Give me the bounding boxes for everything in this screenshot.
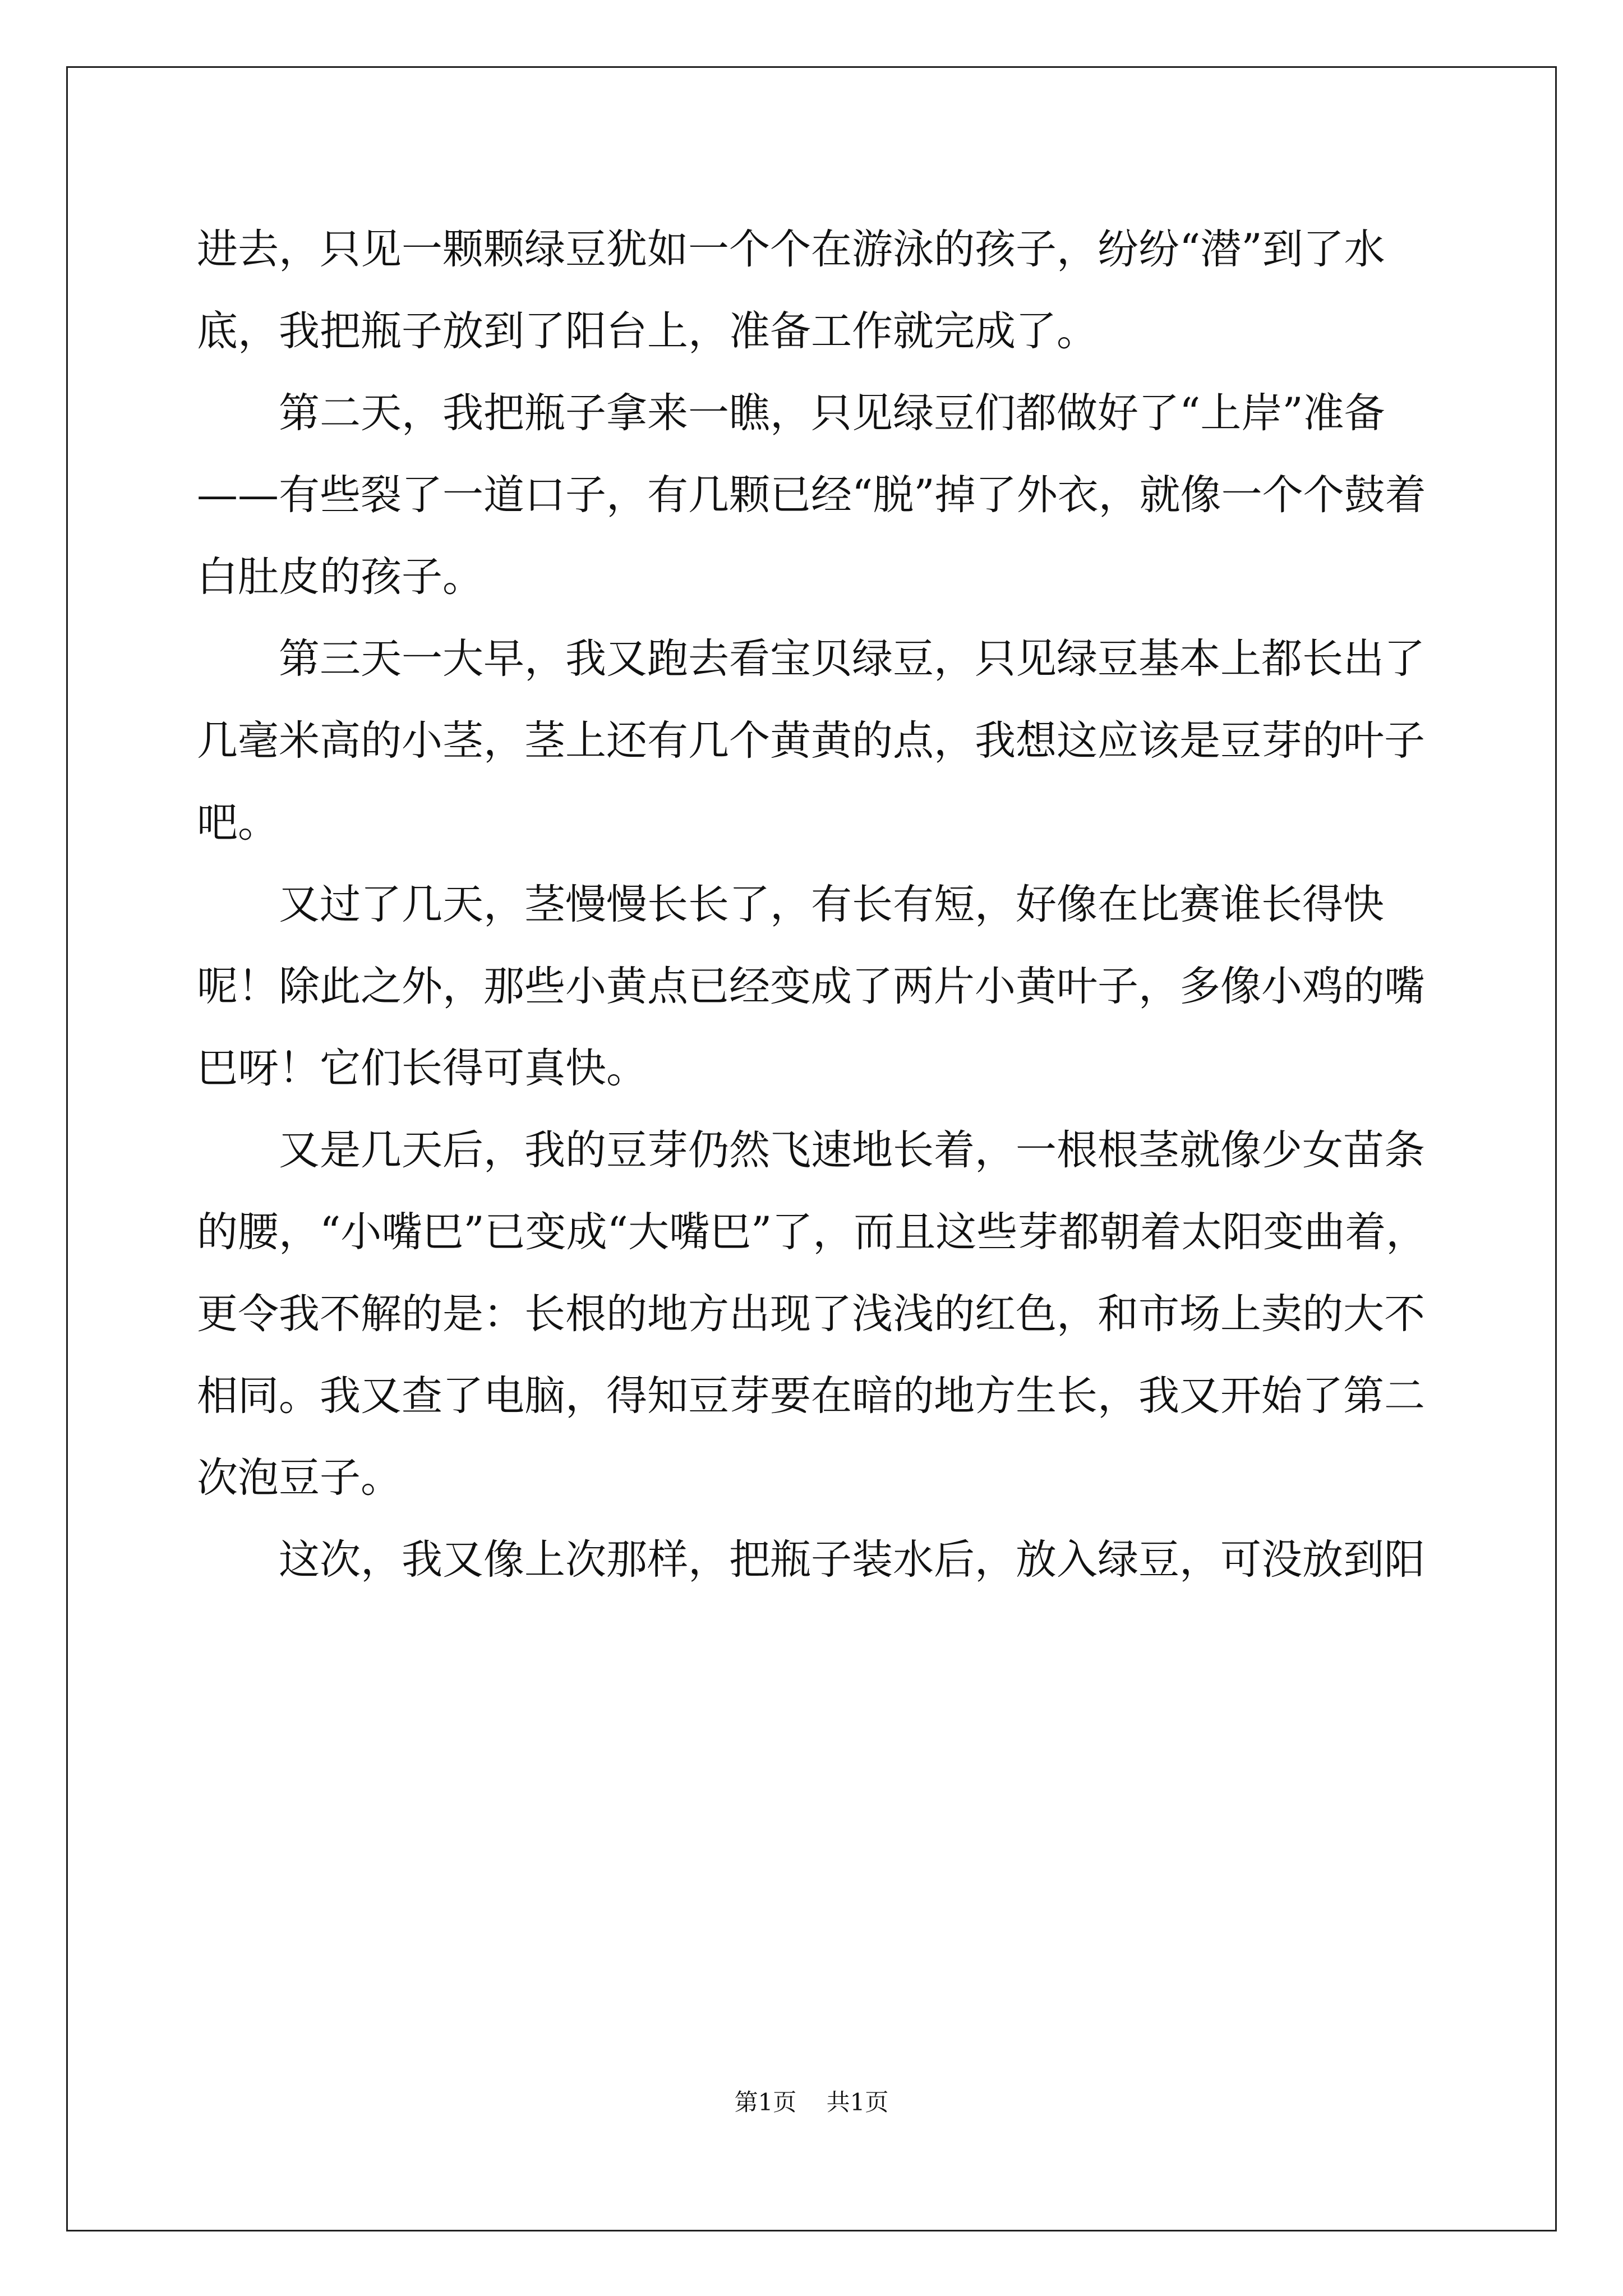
page-footer [0, 2086, 1623, 2119]
page-number: 第1页 [734, 2088, 797, 2116]
page-total: 共1页 [826, 2088, 889, 2116]
document-body [197, 209, 1435, 1601]
paragraph-1: 进去，只见一颗颗绿豆犹如一个个在游泳的孩子，纷纷“潜”到了水底，我把瓶子放到了阳台上，准备工作就完成了。 [197, 226, 1385, 355]
paragraph-6: 这次，我又像上次那样，把瓶子装水后，放入绿豆，可没放到阳 [279, 1536, 1425, 1584]
paragraph-5: 又是几天后，我的豆芽仍然飞速地长着，一根根茎就像少女苗条的腰，“小嘴巴”已变成“大嘴巴”了，而且这些芽都朝着太阳变曲着，更令我不解的是：长根的地方出现了浅浅的红色，和市场上卖的大不相同。我又查了电脑，得知豆芽要在暗的地方生长，我又开始了第二次泡豆子。 [197, 1126, 1427, 1502]
paragraph-3: 第三天一大早，我又跑去看宝贝绿豆，只见绿豆基本上都长出了几毫米高的小茎，茎上还有几个黄黄的点，我想这应该是豆芽的叶子吧。 [197, 635, 1425, 846]
paragraph-4: 又过了几天，茎慢慢长长了，有长有短，好像在比赛谁长得快呢！除此之外，那些小黄点已经变成了两片小黄叶子，多像小鸡的嘴巴呀！它们长得可真快。 [197, 881, 1425, 1092]
paragraph-2: 第二天，我把瓶子拿来一瞧，只见绿豆们都做好了“上岸”准备——有些裂了一道口子，有几颗已经“脱”掉了外衣，就像一个个鼓着白肚皮的孩子。 [197, 389, 1426, 601]
